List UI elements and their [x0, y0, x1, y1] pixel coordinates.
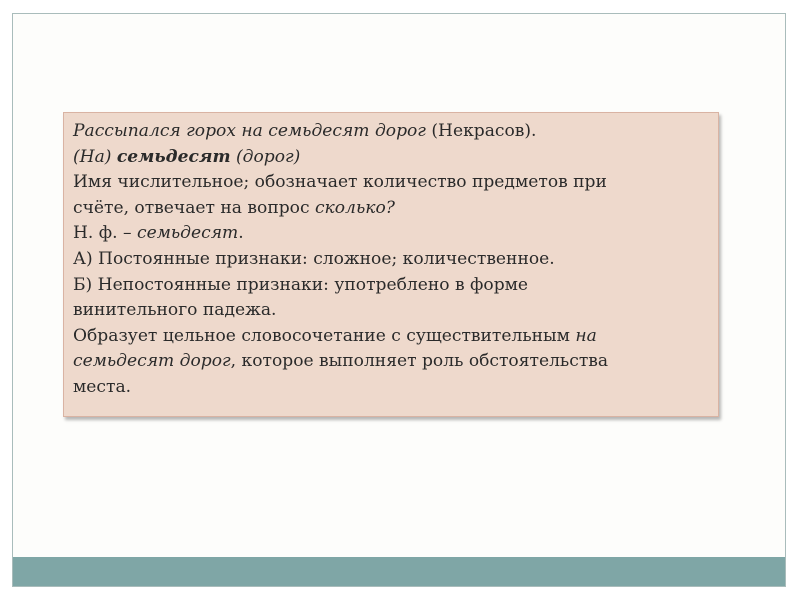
note-line-9: [73, 324, 710, 350]
quote-author: (Некрасов).: [425, 121, 537, 141]
note-line-5: [73, 221, 710, 247]
slide-frame: [12, 13, 786, 587]
note-line-10: [73, 349, 710, 375]
note-line-11: места.: [73, 376, 132, 397]
phrase-italic-end: семьдесят дорог: [73, 351, 231, 372]
preposition: (На): [73, 146, 117, 167]
initial-form-label: Н. ф. –: [73, 223, 138, 244]
phrase-italic-start: на: [575, 325, 597, 346]
bottom-band: [13, 557, 785, 586]
phrase-text: Образует цельное словосочетание с существительным: [73, 325, 576, 346]
note-line-3: Имя числительное; обозначает количество предметов при: [73, 172, 607, 193]
note-line-6: А) Постоянные признаки: сложное; количественное.: [73, 248, 555, 269]
initial-form-word: семьдесят: [137, 223, 239, 244]
question-text: счёте, отвечает на вопрос: [73, 197, 315, 218]
question-word: сколько?: [314, 197, 395, 218]
quote-text: Рассыпался горох на семьдесят дорог: [73, 121, 426, 141]
note-line-8: винительного падежа.: [73, 300, 277, 321]
analyzed-word: семьдесят: [116, 146, 231, 167]
note-line-2: [73, 145, 710, 171]
phrase-role: , которое выполняет роль обстоятельства: [230, 351, 609, 372]
note-line-4: [73, 196, 710, 222]
dependent-word: (дорог): [230, 146, 301, 167]
note-line-1: [73, 119, 710, 145]
initial-form-end: .: [238, 223, 244, 244]
note-line-7: Б) Непостоянные признаки: употреблено в форме: [73, 274, 529, 295]
note-box: [63, 112, 719, 417]
